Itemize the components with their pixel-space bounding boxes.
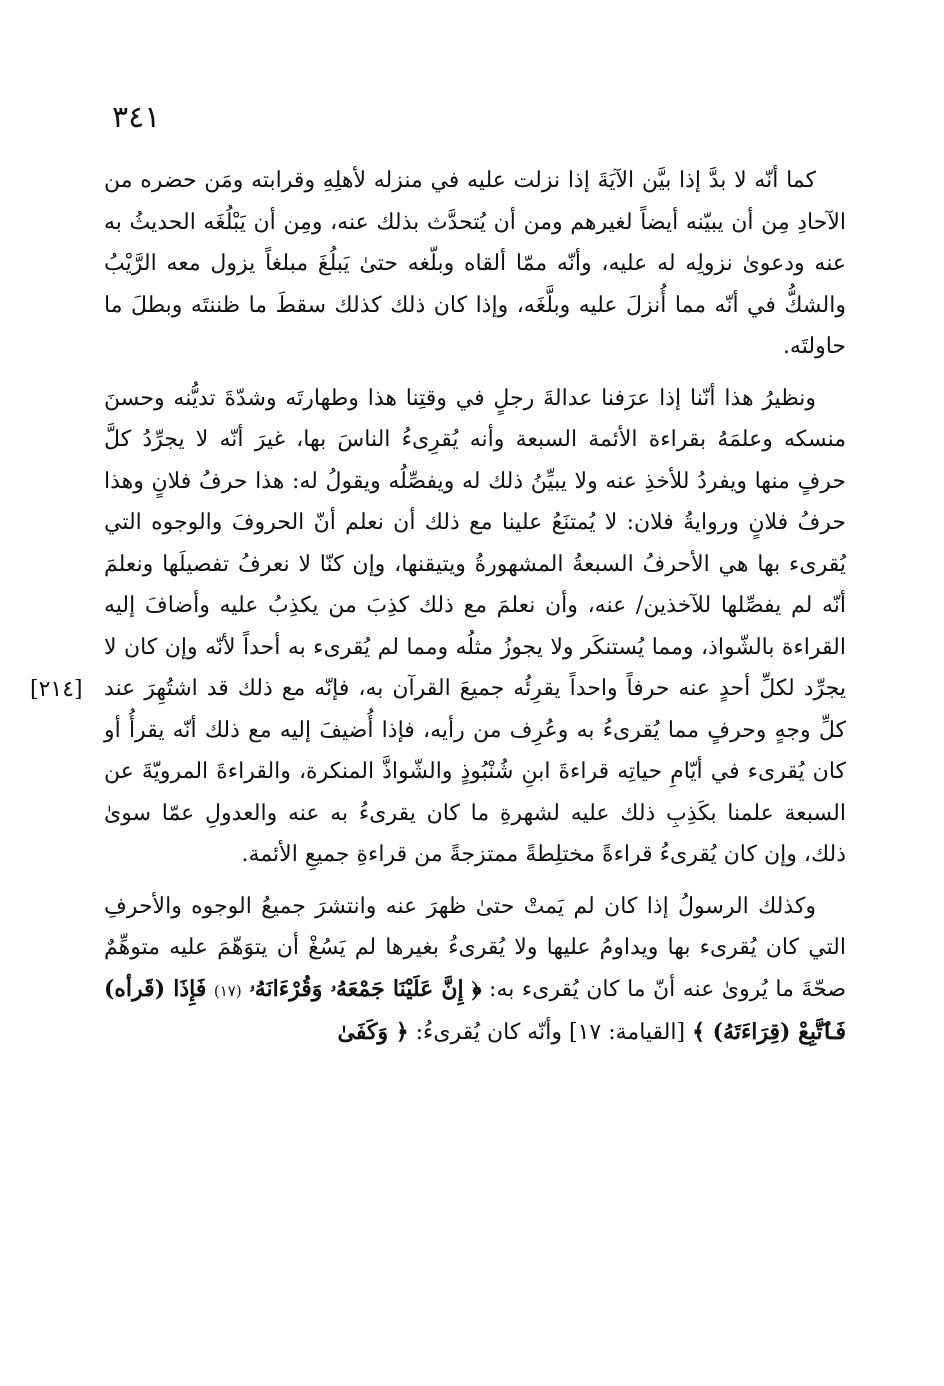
quran-verse-3: ﴿ وَكَفَىٰ <box>337 1019 409 1045</box>
page-number: ٣٤١ <box>112 100 161 135</box>
paragraph-1: كما أنّه لا بدَّ إذا بيَّن الآيَةَ إذا نزلت عليه في منزله لأهلِهِ وقرابته ومَن حضره من الآحادِ مِن أن يبيّنه أيضاً لغيرهم ومن أن يُتحدَّث بذلك عنه، ومِن أن يَبْلُغَه الحديثُ به عنه ودعوىٰ نزولِه له عليه، وأنّه ممّا ألقاه وبلّغه حتىٰ يَبلُغَ مبلغاً يزول معه الرَّيْبُ والشكُّ في أنّه مما أُنزلَ عليه وبلَّغَه، وإذا كان ذلك كذلك سقطَ ما ظننتَه وبطلَ ما حاولتَه. <box>104 168 846 359</box>
ayah-number: (١٧) <box>213 981 242 1000</box>
page-body <box>104 160 846 1054</box>
paragraph-3-tail: وأنّه كان يُقرىءُ: <box>415 1020 562 1045</box>
quran-verse-1: ﴿ إِنَّ عَلَيْنَا جَمْعَهُۥ وَقُرْءَانَهُۥ <box>249 975 482 1002</box>
paragraph-3-text: وكذلك الرسولُ إذا كان لم يَمتْ حتىٰ ظهرَ عنه وانتشرَ جميعُ الوجوه والأحرفِ التي كان يُقرىء بها ويداومُ عليها ولا يُقرىءُ بغيرها لم يَسُغْ أن يتوَهّمَ عليه متوهِّمٌ صحّةَ ما يُروىٰ عنه أنّ ما كان يُقرىء به: <box>104 893 847 1002</box>
page-marker: [٢١٤] <box>30 677 83 702</box>
citation: [القيامة: ١٧] <box>568 1020 686 1045</box>
paragraph-2: ونظيرُ هذا أنّنا إذا عرَفنا عدالةَ رجلٍ في وقتِنا هذا وطهارتَه وشدّةَ تديُّنه وحسنَ منسكه وعلمَهُ بقراءة الأئمة السبعة وأنه يُقرِىءُ الناسَ بها، غيرَ أنّه لا يجرِّدُ كلَّ حرفٍ منها ويفردُ للأخذِ عنه ولا يبيِّنُ ذلك له ويفصِّلُه ويقولُ له: هذا حرفُ فلانٍ وهذا حرفُ فلانٍ وروايةُ فلان: لا يُمتنَعُ علينا مع ذلك أن نعلم أنّ الحروفَ والوجوه التي يُقرىء بها هي الأحرفُ السبعةُ المشهورةُ ويتيقنها، وإن كنّا لا نعرفُ تفصيلَها ونعلمَ أنّه لم يفصِّلها للآخذين/ عنه، وأن نعلمَ مع ذلك كذِبَ من يكذِبُ عليه وأضافَ إليه القراءة بالشّواذ، ومما يُستنكَر ولا يجوزُ مثلُه ومما لم يُقرىء به أحداً لأنّه وإن كان لا يجرِّد لكلِّ أحدٍ عنه حرفاً واحداً يقرِئُه جميعَ القرآن به، فإنّه مع ذلك قد اشتُهِرَ عند كلِّ وجهٍ وحرفٍ مما يُقرىءُ به وعُرِف من رأيه، فإذا أُضيفَ إليه مع ذلك أنّه يقرأُ أو كان يُقرىء في أيّامِ حياتِه قراءةَ ابنِ شُنْبُوذٍ والشّواذَّ المنكرة، والقراءةَ المرويّةَ عن السبعة علمنا بكَذِبِ ذلك عليه لشهرةِ ما كان يقرىءُ به عنه والعدولِ عمّا سوىٰ ذلك، وإن كان يُقرىءُ قراءةً مختلِطةً ممتزجةً من قراءةِ جميعِ الأئمة. <box>104 385 846 867</box>
quran-verse-2: فَإِذَا (قَرأه) فَٱتَّبِعْ (قِرَاءَتَهُ) ﴾ <box>104 975 846 1045</box>
paragraph-3 <box>104 886 846 1054</box>
